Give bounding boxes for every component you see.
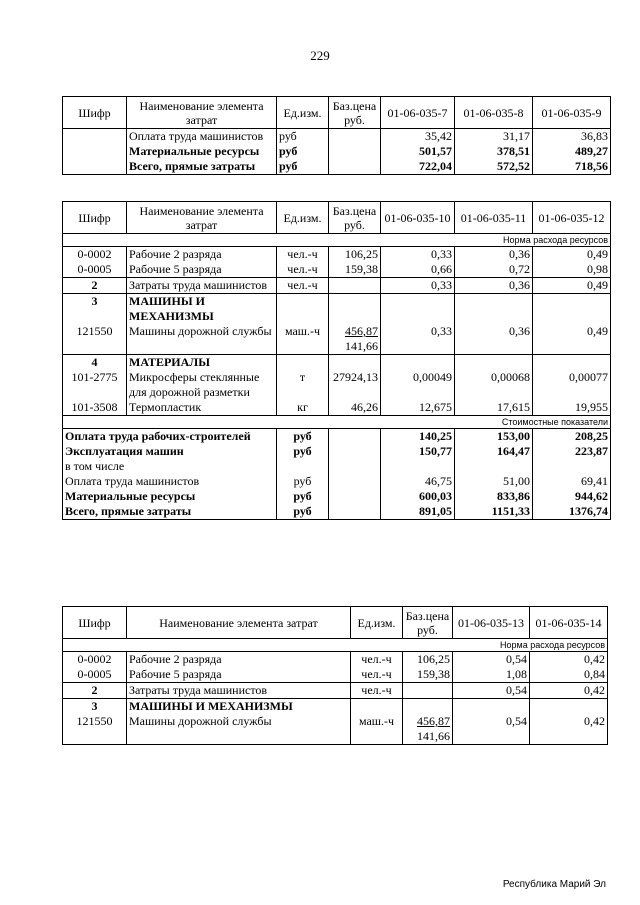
value-cell: 69,41: [533, 474, 611, 489]
unit-cell: руб: [277, 474, 329, 489]
table-row: [63, 294, 611, 325]
unit-cell: кг: [277, 400, 329, 416]
value-cell: 0,49: [533, 247, 611, 263]
value-cell: [533, 459, 611, 474]
price-cell: [329, 144, 381, 159]
value-cell: 0,54: [453, 714, 530, 745]
table-row: [63, 667, 608, 683]
name-cell: Микросферы стеклянные для дорожной разметки: [127, 370, 277, 400]
value-cell: 0,36: [455, 247, 533, 263]
value-cell: 833,86: [455, 489, 533, 504]
cost-table-2: [62, 201, 611, 520]
price-cell: [403, 667, 453, 683]
price-value: 106,25: [417, 652, 450, 666]
table-row: [63, 355, 611, 371]
value-cell: 722,04: [381, 159, 455, 175]
name-cell: в том числе: [63, 459, 277, 474]
price-value-secondary: 141,66: [417, 729, 450, 743]
unit-cell: руб: [277, 129, 329, 145]
unit-cell: [277, 459, 329, 474]
code-cell: 2: [63, 683, 127, 699]
code-cell: 121550: [63, 714, 127, 745]
header-col-1: 01-06-035-10: [381, 202, 455, 234]
name-cell: Материальные ресурсы: [127, 144, 277, 159]
value-cell: 0,66: [381, 262, 455, 278]
value-cell: 501,57: [381, 144, 455, 159]
section-row: [63, 639, 608, 652]
unit-cell: чел.-ч: [351, 652, 403, 668]
unit-cell: чел.-ч: [277, 247, 329, 263]
table-1-body: [63, 129, 611, 175]
price-cell: [329, 262, 381, 278]
value-cell: 17,615: [455, 400, 533, 416]
header-col-2: 01-06-035-11: [455, 202, 533, 234]
table-3-body: [63, 639, 608, 745]
value-cell: 0,49: [533, 324, 611, 355]
name-cell: МАТЕРИАЛЫ: [127, 355, 277, 371]
table-row: [63, 129, 611, 145]
name-cell: МАШИНЫ И МЕХАНИЗМЫ: [127, 294, 277, 325]
value-cell: 19,955: [533, 400, 611, 416]
name-cell: Эксплуатация машин: [63, 444, 277, 459]
table-row: [63, 714, 608, 745]
value-cell: [455, 355, 533, 371]
header-price: Баз.цена руб.: [329, 202, 381, 234]
header-name: Наименование элемента затрат: [127, 97, 277, 129]
unit-cell: руб: [277, 429, 329, 445]
price-cell: [403, 699, 453, 715]
section-label: Стоимостные показатели: [63, 416, 611, 429]
unit-cell: чел.-ч: [277, 278, 329, 294]
price-cell: [329, 324, 381, 355]
value-cell: 51,00: [455, 474, 533, 489]
price-value: 456,87: [417, 714, 450, 728]
header-col-3: 01-06-035-9: [533, 97, 611, 129]
price-cell: [403, 652, 453, 668]
table-row: [63, 683, 608, 699]
table-row: [63, 159, 611, 175]
name-cell: Затраты труда машинистов: [127, 278, 277, 294]
value-cell: 46,75: [381, 474, 455, 489]
value-cell: 0,49: [533, 278, 611, 294]
name-cell: Оплата труда машинистов: [63, 474, 277, 489]
value-cell: 0,72: [455, 262, 533, 278]
unit-cell: т: [277, 370, 329, 400]
value-cell: 1151,33: [455, 504, 533, 520]
price-cell: [329, 504, 381, 520]
name-cell: Затраты труда машинистов: [127, 683, 351, 699]
unit-cell: маш.-ч: [351, 714, 403, 745]
code-cell: [63, 129, 127, 145]
price-cell: [329, 129, 381, 145]
value-cell: 208,25: [533, 429, 611, 445]
value-cell: [455, 294, 533, 325]
header-unit: Ед.изм.: [277, 202, 329, 234]
footer-region: Республика Марий Эл: [502, 879, 606, 890]
value-cell: 150,77: [381, 444, 455, 459]
price-cell: [329, 459, 381, 474]
price-cell: [329, 370, 381, 400]
value-cell: 378,51: [455, 144, 533, 159]
code-cell: 4: [63, 355, 127, 371]
name-cell: Рабочие 5 разряда: [127, 667, 351, 683]
value-cell: 12,675: [381, 400, 455, 416]
price-cell: [329, 355, 381, 371]
code-cell: 101-3508: [63, 400, 127, 416]
value-cell: 0,54: [453, 683, 530, 699]
table-row: [63, 324, 611, 355]
header-price: Баз.цена руб.: [403, 607, 453, 639]
header-code: Шифр: [63, 202, 127, 234]
header-col-3: 01-06-035-12: [533, 202, 611, 234]
value-cell: 153,00: [455, 429, 533, 445]
unit-cell: руб: [277, 504, 329, 520]
table-row: [63, 444, 611, 459]
value-cell: 0,00049: [381, 370, 455, 400]
header-col-2: 01-06-035-8: [455, 97, 533, 129]
value-cell: 1376,74: [533, 504, 611, 520]
section-label: Норма расхода ресурсов: [63, 639, 608, 652]
price-cell: [329, 247, 381, 263]
unit-cell: [277, 355, 329, 371]
value-cell: 0,33: [381, 247, 455, 263]
header-unit: Ед.изм.: [277, 97, 329, 129]
table-row: [63, 699, 608, 715]
value-cell: 891,05: [381, 504, 455, 520]
value-cell: 944,62: [533, 489, 611, 504]
price-cell: [329, 474, 381, 489]
name-cell: Оплата труда рабочих-строителей: [63, 429, 277, 445]
code-cell: 101-2775: [63, 370, 127, 400]
value-cell: 0,33: [381, 278, 455, 294]
unit-cell: руб: [277, 159, 329, 175]
value-cell: [533, 355, 611, 371]
table-row: [63, 459, 611, 474]
price-cell: [329, 400, 381, 416]
name-cell: Машины дорожной службы: [127, 324, 277, 355]
price-cell: [329, 278, 381, 294]
value-cell: 164,47: [455, 444, 533, 459]
table-row: [63, 400, 611, 416]
name-cell: Рабочие 5 разряда: [127, 262, 277, 278]
name-cell: Всего, прямые затраты: [127, 159, 277, 175]
code-cell: 2: [63, 278, 127, 294]
name-cell: Термопластик: [127, 400, 277, 416]
code-cell: [63, 159, 127, 175]
header-name: Наименование элемента затрат: [127, 607, 351, 639]
table-row: [63, 262, 611, 278]
name-cell: МАШИНЫ И МЕХАНИЗМЫ: [127, 699, 351, 715]
table-row: [63, 474, 611, 489]
header-price: Баз.цена руб.: [329, 97, 381, 129]
value-cell: [381, 459, 455, 474]
value-cell: [530, 699, 608, 715]
value-cell: 600,03: [381, 489, 455, 504]
table-row: [63, 489, 611, 504]
price-value: 46,26: [351, 400, 378, 414]
table-row: [63, 504, 611, 520]
value-cell: [381, 294, 455, 325]
header-col-1: 01-06-035-13: [453, 607, 530, 639]
value-cell: 489,27: [533, 144, 611, 159]
value-cell: 0,42: [530, 683, 608, 699]
section-row: [63, 234, 611, 247]
unit-cell: чел.-ч: [277, 262, 329, 278]
value-cell: 0,00068: [455, 370, 533, 400]
unit-cell: чел.-ч: [351, 683, 403, 699]
unit-cell: руб: [277, 144, 329, 159]
value-cell: 0,33: [381, 324, 455, 355]
value-cell: [455, 459, 533, 474]
price-value: 27924,13: [333, 370, 378, 384]
code-cell: 3: [63, 699, 127, 715]
table-row: [63, 144, 611, 159]
unit-cell: руб: [277, 489, 329, 504]
value-cell: 0,54: [453, 652, 530, 668]
name-cell: Рабочие 2 разряда: [127, 247, 277, 263]
section-row: [63, 416, 611, 429]
code-cell: 121550: [63, 324, 127, 355]
header-unit: Ед.изм.: [351, 607, 403, 639]
code-cell: 0-0005: [63, 667, 127, 683]
price-cell: [403, 683, 453, 699]
value-cell: 0,84: [530, 667, 608, 683]
header-code: Шифр: [63, 607, 127, 639]
value-cell: [453, 699, 530, 715]
header-col-1: 01-06-035-7: [381, 97, 455, 129]
value-cell: 1,08: [453, 667, 530, 683]
name-cell: Всего, прямые затраты: [63, 504, 277, 520]
name-cell: Оплата труда машинистов: [127, 129, 277, 145]
table-2-body: [63, 234, 611, 520]
value-cell: 0,42: [530, 714, 608, 745]
code-cell: 0-0002: [63, 247, 127, 263]
price-cell: [329, 429, 381, 445]
name-cell: Рабочие 2 разряда: [127, 652, 351, 668]
price-value: 456,87: [345, 324, 378, 338]
value-cell: 0,98: [533, 262, 611, 278]
unit-cell: чел.-ч: [351, 667, 403, 683]
value-cell: 36,83: [533, 129, 611, 145]
table-row: [63, 278, 611, 294]
code-cell: 3: [63, 294, 127, 325]
header-col-2: 01-06-035-14: [530, 607, 608, 639]
value-cell: 0,36: [455, 278, 533, 294]
header-code: Шифр: [63, 97, 127, 129]
price-cell: [329, 159, 381, 175]
code-cell: 0-0002: [63, 652, 127, 668]
value-cell: 140,25: [381, 429, 455, 445]
table-row: [63, 429, 611, 445]
value-cell: 0,00077: [533, 370, 611, 400]
cost-table-3: [62, 606, 608, 745]
unit-cell: руб: [277, 444, 329, 459]
header-name: Наименование элемента затрат: [127, 202, 277, 234]
price-value-secondary: 141,66: [345, 339, 378, 353]
code-cell: 0-0005: [63, 262, 127, 278]
name-cell: Машины дорожной службы: [127, 714, 351, 745]
value-cell: [381, 355, 455, 371]
cost-table-1: [62, 96, 611, 175]
unit-cell: [351, 699, 403, 715]
value-cell: 718,56: [533, 159, 611, 175]
table-row: [63, 247, 611, 263]
value-cell: 35,42: [381, 129, 455, 145]
unit-cell: [277, 294, 329, 325]
value-cell: [533, 294, 611, 325]
value-cell: 31,17: [455, 129, 533, 145]
page-number: 229: [310, 48, 330, 63]
name-cell: Материальные ресурсы: [63, 489, 277, 504]
price-cell: [329, 294, 381, 325]
value-cell: 0,36: [455, 324, 533, 355]
value-cell: 223,87: [533, 444, 611, 459]
price-value: 159,38: [417, 667, 450, 681]
section-label: Норма расхода ресурсов: [63, 234, 611, 247]
table-row: [63, 652, 608, 668]
value-cell: 0,42: [530, 652, 608, 668]
code-cell: [63, 144, 127, 159]
price-value: 159,38: [345, 262, 378, 276]
price-cell: [329, 444, 381, 459]
value-cell: 572,52: [455, 159, 533, 175]
price-cell: [329, 489, 381, 504]
price-value: 106,25: [345, 247, 378, 261]
price-cell: [403, 714, 453, 745]
unit-cell: маш.-ч: [277, 324, 329, 355]
table-row: [63, 370, 611, 400]
